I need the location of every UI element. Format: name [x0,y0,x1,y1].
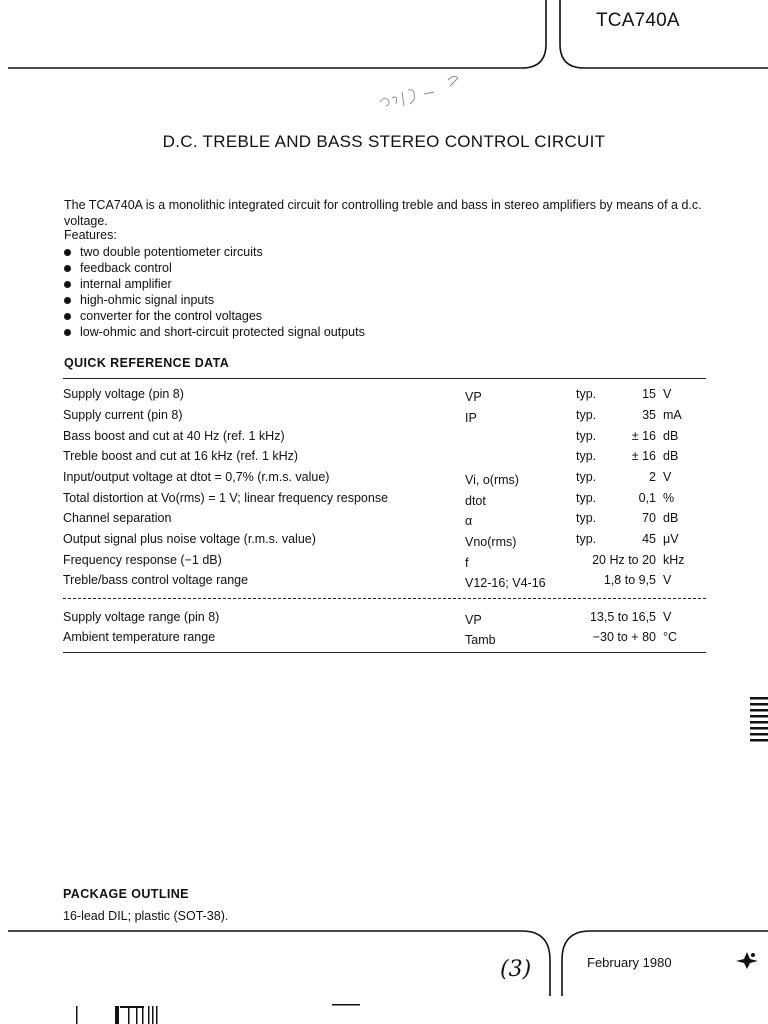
bullet-icon [64,281,71,288]
document-title: D.C. TREBLE AND BASS STEREO CONTROL CIRCUIT [162,132,606,151]
table-row: Supply voltage (pin 8) VP typ. 15 V [63,387,672,404]
table-row: Channel separation α typ. 70 dB [63,511,679,528]
intro-description: The TCA740A is a monolithic integrated circuit for controlling treble and bass in stereo amplifiers by means of a d.c. voltage. [64,198,702,228]
features-list [64,244,365,340]
list-item: low-ohmic and short-circuit protected signal outputs [64,324,365,340]
publication-date: February 1980 [587,955,672,970]
manufacturer-logo-icon [734,949,760,971]
bullet-icon [64,249,71,256]
list-item: converter for the control voltages [64,308,365,324]
table-row: Supply current (pin 8) IP typ. 35 mA [63,408,682,425]
list-item: high-ohmic signal inputs [64,292,365,308]
scan-registration-marks [70,1002,360,1024]
table-row: Treble/bass control voltage range V12-16; V4-16 1,8 to 9,5 V [63,573,672,590]
part-number: TCA740A [596,10,680,31]
table-row: Frequency response (−1 dB) f 20 Hz to 20 kHz [63,553,685,570]
table-bottom-rule [63,652,706,653]
list-item: two double potentiometer circuits [64,244,365,260]
package-outline-description: 16-lead DIL; plastic (SOT-38). [63,909,229,923]
quick-reference-heading: QUICK REFERENCE DATA [64,356,230,370]
section-tab-marks [750,697,768,745]
bullet-icon [64,313,71,320]
table-row: Treble boost and cut at 16 kHz (ref. 1 kHz) typ. ± 16 dB [63,449,679,463]
handwritten-page-mark: (3) [500,957,532,982]
table-row: Total distortion at Vo(rms) = 1 V; linear frequency response dtot typ. 0,1 % [63,491,675,508]
bullet-icon [64,265,71,272]
table-top-rule [63,378,706,379]
table-row: Output signal plus noise voltage (r.m.s. value) Vno(rms) typ. 45 μV [63,532,679,549]
list-item: feedback control [64,260,365,276]
list-item: internal amplifier [64,276,365,292]
table-row: Supply voltage range (pin 8) VP 13,5 to 16,5 V [63,610,672,627]
handwritten-annotation [372,66,482,116]
bullet-icon [64,297,71,304]
package-outline-heading: PACKAGE OUTLINE [63,887,189,901]
bullet-icon [64,329,71,336]
features-label: Features: [64,228,117,242]
table-row: Input/output voltage at dtot = 0,7% (r.m.s. value) Vi, o(rms) typ. 2 V [63,470,672,487]
table-row: Bass boost and cut at 40 Hz (ref. 1 kHz) typ. ± 16 dB [63,429,679,443]
table-row: Ambient temperature range Tamb −30 to + 80 °C [63,630,678,647]
table-divider-dashed [63,598,706,599]
